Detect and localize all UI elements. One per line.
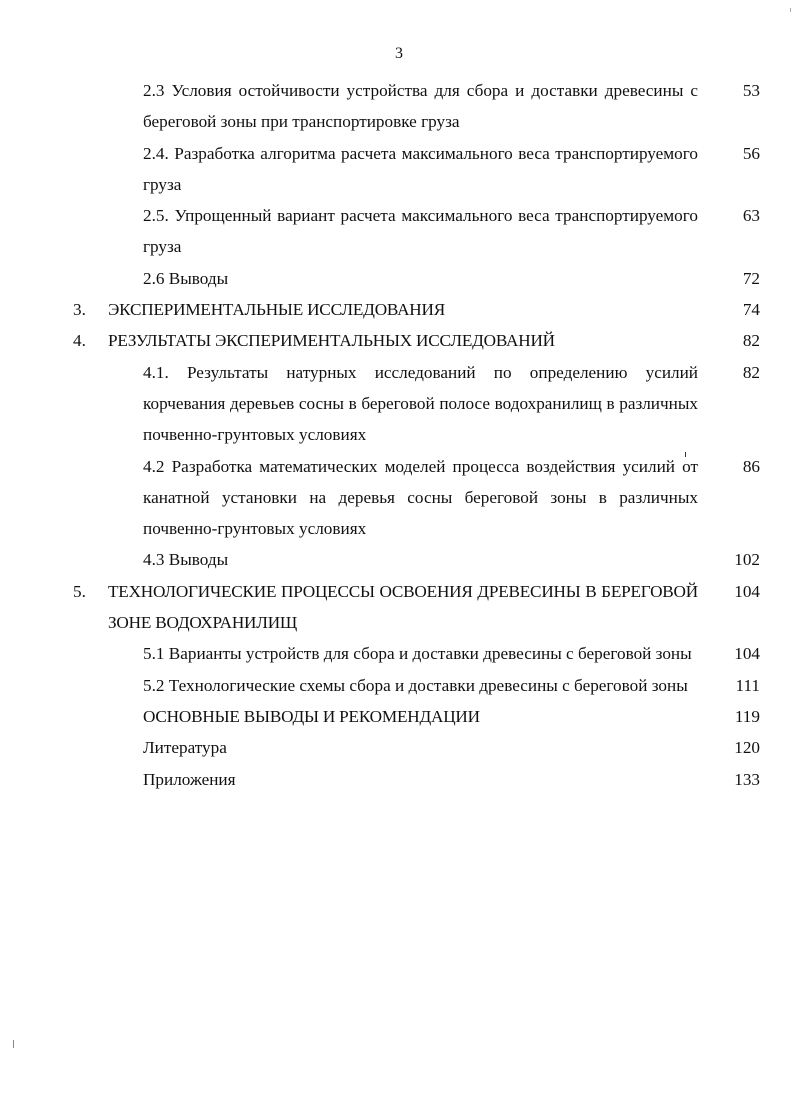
toc-entry-title: ТЕХНОЛОГИЧЕСКИЕ ПРОЦЕССЫ ОСВОЕНИЯ ДРЕВЕСИНЫ В БЕРЕГОВОЙ ЗОНЕ ВОДОХРАНИЛИЩ: [108, 581, 698, 633]
toc-entry-page: 119: [734, 706, 760, 726]
toc-entry-2-6[interactable]: [108, 263, 760, 294]
toc-entry-title: 2.3 Условия остойчивости устройства для сбора и доставки древесины с береговой зоны при транспортировке груза: [143, 81, 698, 132]
toc-entry-title: 5.2 Технологические схемы сбора и доставки древесины с береговой зоны: [143, 675, 688, 695]
toc-entry-page: 111: [735, 675, 760, 695]
toc-entry-title: ОСНОВНЫЕ ВЫВОДЫ И РЕКОМЕНДАЦИИ: [143, 706, 480, 726]
toc-entry-page: 102: [734, 550, 760, 570]
toc-entry-2-4[interactable]: [108, 138, 760, 201]
toc-entry-chapter-4[interactable]: [73, 325, 760, 356]
toc-entry-literature[interactable]: [108, 732, 760, 763]
toc-entry-page: 74: [742, 300, 760, 320]
toc-entry-2-3[interactable]: [108, 75, 760, 138]
toc-entry-title: РЕЗУЛЬТАТЫ ЭКСПЕРИМЕНТАЛЬНЫХ ИССЛЕДОВАНИЙ: [108, 331, 555, 351]
toc-entry-number: 3.: [73, 300, 86, 320]
scan-mark: [13, 1040, 14, 1048]
toc-entry-page: 82: [742, 331, 760, 351]
toc-entry-title: 2.5. Упрощенный вариант расчета максимального веса транспортируемого груза: [143, 206, 698, 257]
toc-entry-page: 56: [742, 143, 760, 163]
toc-entry-title: 5.1 Варианты устройств для сбора и доставки древесины с береговой зоны: [143, 644, 692, 664]
toc-entry-chapter-3[interactable]: [73, 294, 760, 325]
toc-entry-chapter-5[interactable]: [73, 576, 760, 639]
toc-entry-5-2[interactable]: [108, 670, 760, 701]
toc-entry-page: 82: [742, 362, 760, 382]
table-of-contents: [73, 75, 760, 795]
toc-entry-title: 4.1. Результаты натурных исследований по определению усилий корчевания деревьев сосны в береговой полосе водохранилищ в различных почвенно-грунтовых условиях: [143, 362, 698, 445]
toc-entry-number: 4.: [73, 331, 86, 351]
toc-entry-page: 63: [742, 206, 760, 226]
toc-entry-title: ЭКСПЕРИМЕНТАЛЬНЫЕ ИССЛЕДОВАНИЯ: [108, 300, 445, 320]
toc-entry-2-5[interactable]: [108, 200, 760, 263]
toc-entry-conclusions[interactable]: [108, 701, 760, 732]
toc-entry-4-2[interactable]: [108, 451, 760, 545]
scan-mark: [685, 452, 686, 457]
toc-entry-page: 120: [734, 738, 760, 758]
toc-entry-page: 86: [742, 456, 760, 476]
toc-entry-title: Литература: [143, 738, 227, 758]
toc-entry-title: 2.6 Выводы: [143, 268, 229, 288]
toc-entry-number: 5.: [73, 581, 86, 601]
toc-entry-title: 4.2 Разработка математических моделей процесса воздействия усилий от канатной установки на деревья сосны береговой зоны в различных почвенно-грунтовых условиях: [143, 456, 698, 539]
toc-entry-4-1[interactable]: [108, 357, 760, 451]
toc-entry-4-3[interactable]: [108, 544, 760, 575]
toc-entry-title: 2.4. Разработка алгоритма расчета максимального веса транспортируемого груза: [143, 143, 698, 194]
page-number: 3: [395, 45, 403, 62]
toc-entry-page: 104: [734, 581, 760, 601]
scan-mark: [790, 8, 791, 12]
toc-entry-page: 53: [742, 81, 760, 100]
toc-entry-page: 72: [742, 268, 760, 288]
toc-entry-5-1[interactable]: [108, 638, 760, 669]
toc-entry-page: 104: [734, 644, 760, 664]
toc-entry-appendices[interactable]: [108, 764, 760, 795]
toc-entry-title: Приложения: [143, 769, 236, 789]
toc-entry-title: 4.3 Выводы: [143, 550, 229, 570]
toc-entry-page: 133: [734, 769, 760, 789]
